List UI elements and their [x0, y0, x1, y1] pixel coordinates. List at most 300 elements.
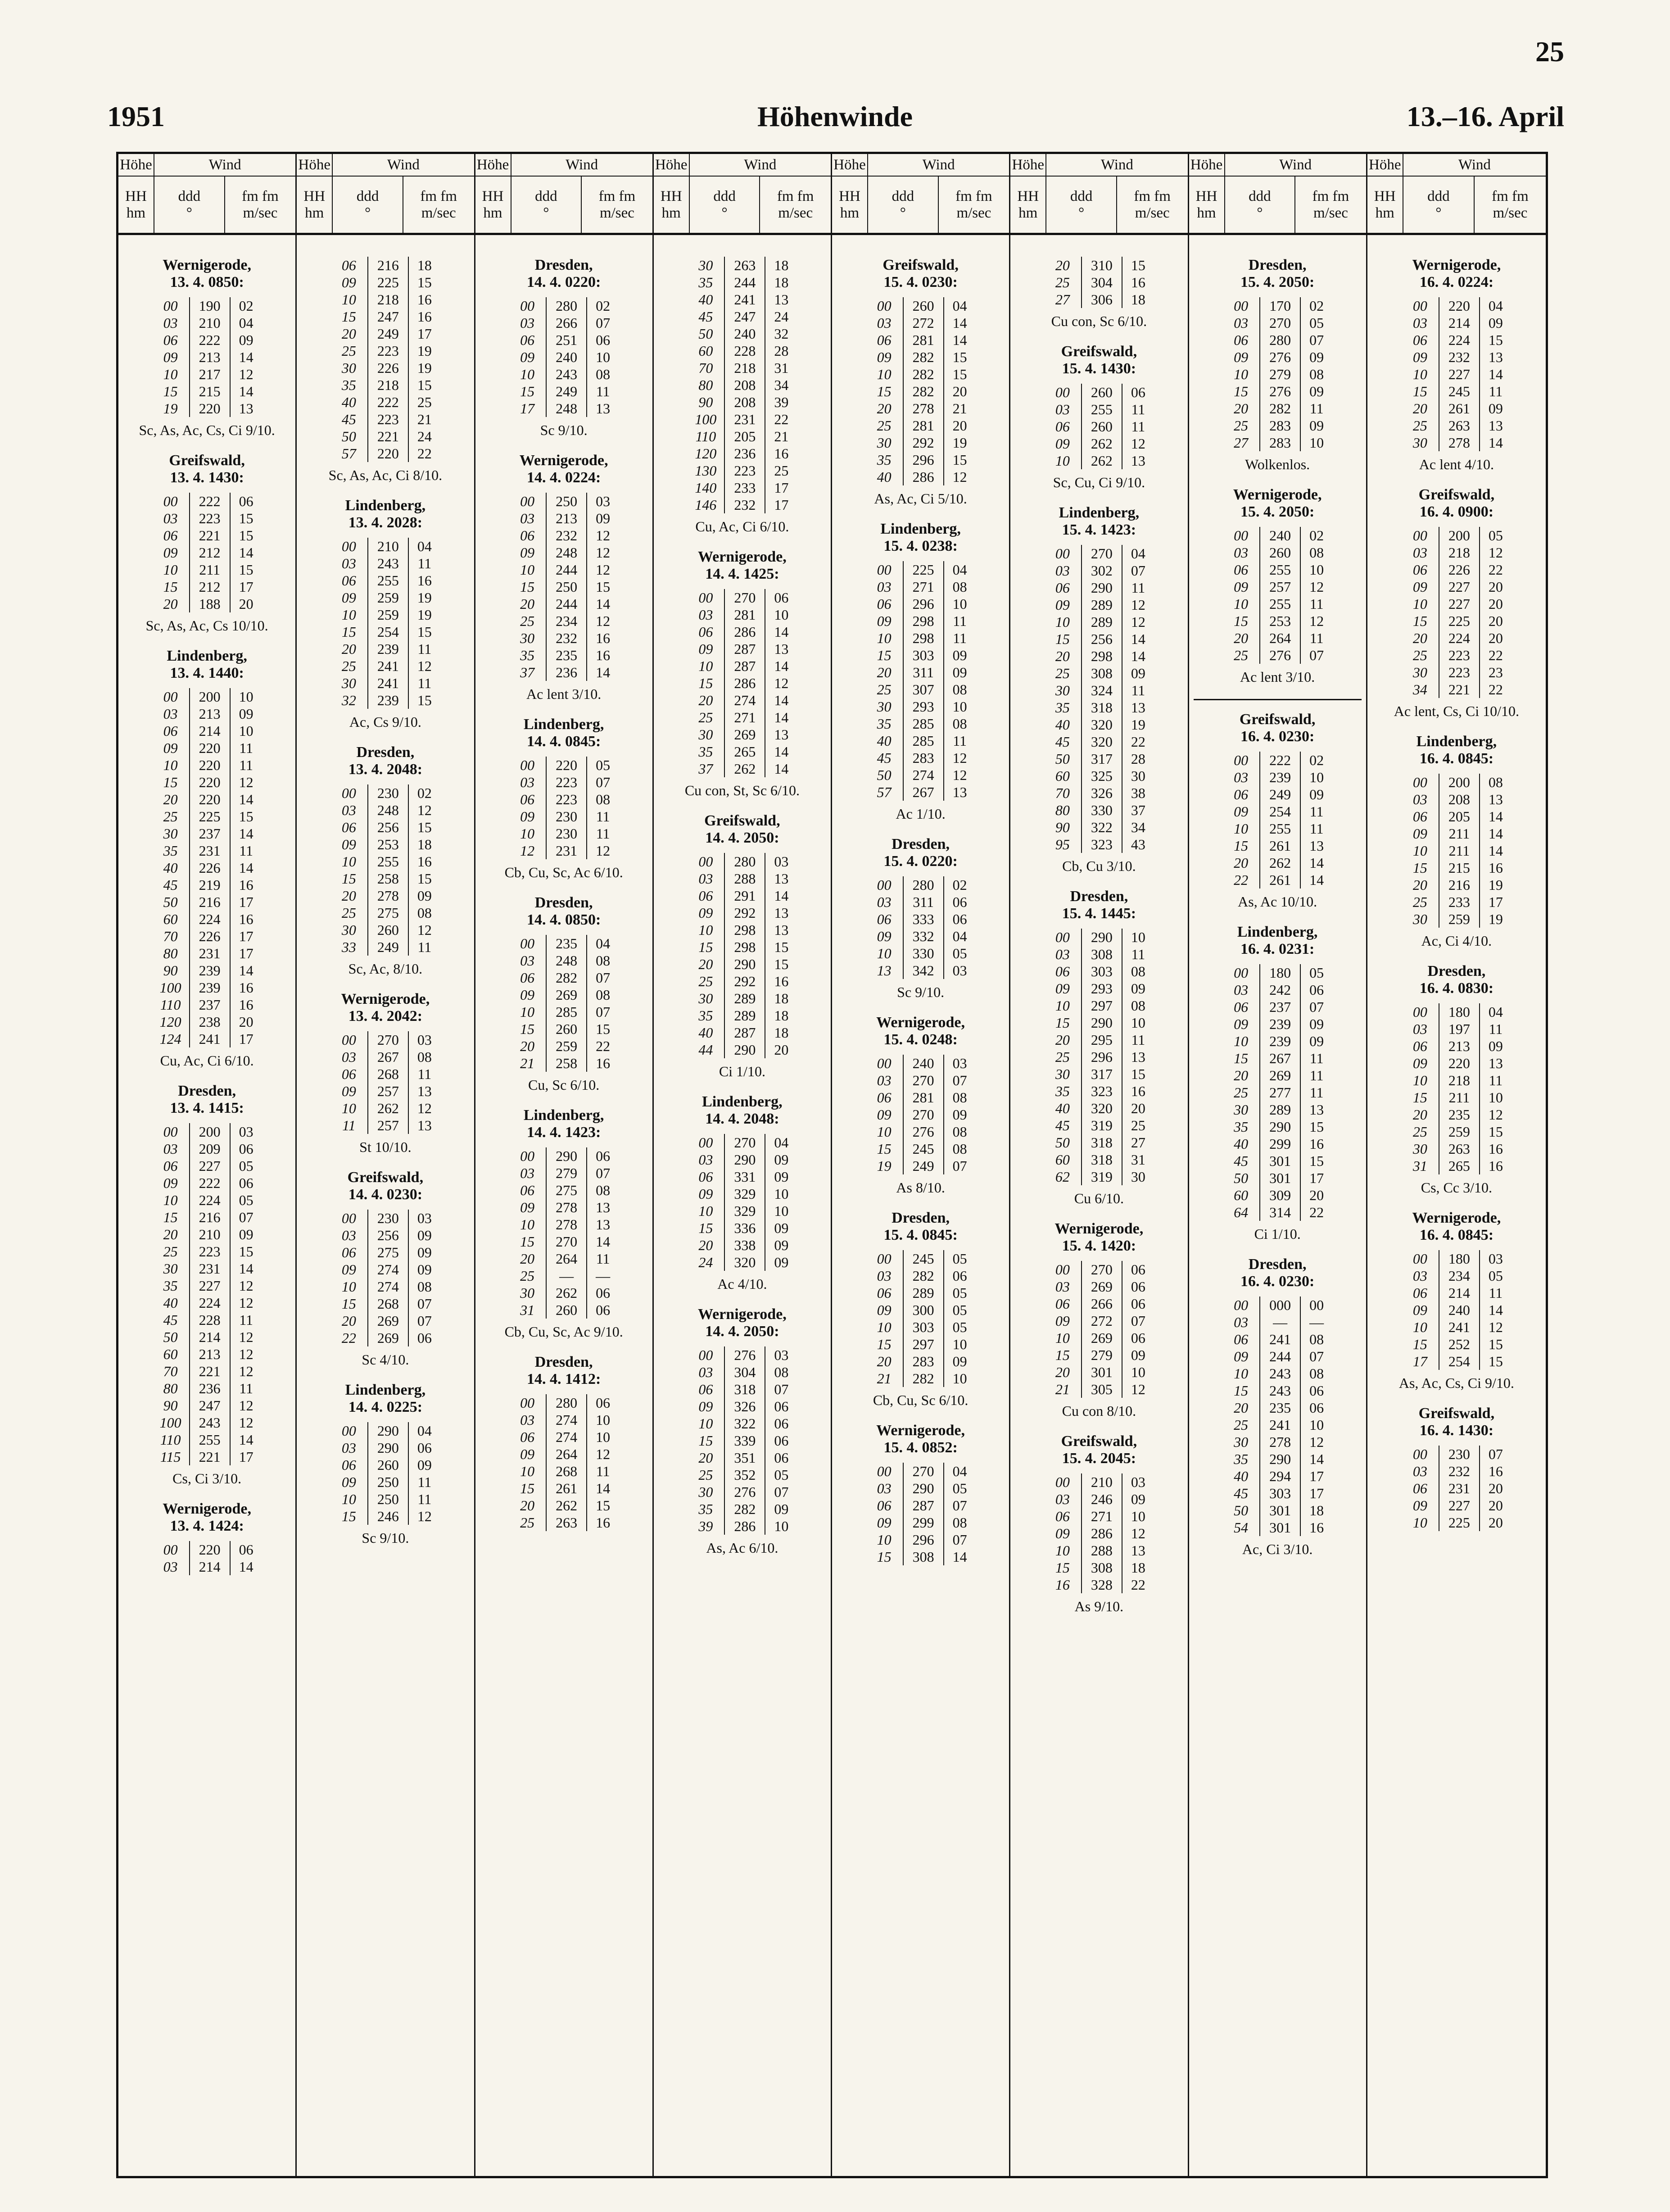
- table-row: [152, 1243, 262, 1260]
- station-block: [123, 257, 291, 439]
- speed-cell: 03: [952, 962, 967, 979]
- table-row: [330, 938, 440, 956]
- height-cell: 10: [877, 366, 892, 382]
- direction-cell: 230: [368, 784, 408, 802]
- table-row: [152, 962, 262, 979]
- speed-cell: 14: [596, 596, 611, 612]
- cloud-note: Cu, Sc 6/10.: [528, 1077, 600, 1093]
- speed-cell: 13: [1488, 349, 1503, 365]
- direction-cell: 290: [724, 1041, 765, 1058]
- station-block: [301, 744, 469, 977]
- hoehe-header: Höhe: [1189, 154, 1225, 177]
- speed-cell: 13: [1488, 1055, 1503, 1071]
- height-cell: 00: [1055, 545, 1070, 562]
- column-header-group: [475, 154, 654, 233]
- table-row: [509, 1055, 619, 1072]
- direction-cell: 220: [190, 757, 230, 774]
- speed-cell: 30: [1131, 768, 1145, 784]
- table-row: [687, 1449, 797, 1466]
- direction-cell: 264: [1260, 630, 1300, 647]
- direction-cell: 319: [1082, 1117, 1122, 1134]
- direction-cell: 252: [1439, 1336, 1480, 1353]
- direction-cell: 245: [903, 1140, 944, 1157]
- speed-cell: 18: [1131, 1559, 1145, 1576]
- station-name: Greifswald,: [1061, 1433, 1137, 1450]
- speed-cell: 06: [239, 1541, 253, 1558]
- speed-cell: 06: [774, 1415, 789, 1432]
- table-row: [509, 561, 619, 578]
- speed-cell: 15: [417, 692, 432, 708]
- station-datetime: 15. 4. 0845:: [883, 1227, 958, 1243]
- speed-cell: 04: [596, 935, 611, 952]
- speed-cell: 16: [1488, 1158, 1503, 1174]
- direction-cell: 256: [368, 819, 408, 836]
- hm-label: hm: [661, 204, 681, 221]
- table-row: [1222, 1519, 1332, 1536]
- height-cell: 00: [341, 1210, 356, 1226]
- table-row: [866, 400, 976, 417]
- station-block: [837, 521, 1005, 822]
- direction-cell: 213: [190, 349, 230, 366]
- fmfm-header: [760, 177, 831, 233]
- speed-cell: 14: [239, 791, 253, 807]
- table-row: [152, 493, 262, 510]
- table-row: [866, 1089, 976, 1106]
- wind-header: Wind: [1403, 154, 1546, 177]
- direction-cell: 332: [903, 928, 944, 945]
- table-row: [330, 802, 440, 819]
- direction-cell: 298: [724, 938, 765, 956]
- station-datetime: 14. 4. 0230:: [348, 1186, 423, 1203]
- height-cell: 16: [1055, 1577, 1070, 1593]
- table-row: [152, 722, 262, 739]
- direction-cell: 223: [368, 411, 408, 428]
- degree-label: °: [900, 204, 906, 221]
- table-row: [866, 876, 976, 893]
- table-row: [687, 1134, 797, 1151]
- direction-cell: 246: [368, 1508, 408, 1525]
- height-cell: 30: [1412, 664, 1427, 680]
- table-row: [866, 1353, 976, 1370]
- direction-cell: 304: [724, 1364, 765, 1381]
- speed-cell: 13: [239, 400, 253, 417]
- height-cell: 25: [520, 1514, 535, 1531]
- hh-label: HH: [839, 188, 860, 205]
- table-row: [1044, 1473, 1154, 1491]
- station-block: [1372, 1210, 1541, 1392]
- direction-cell: 213: [1439, 1038, 1480, 1055]
- speed-cell: 11: [1309, 1084, 1324, 1101]
- speed-cell: 13: [774, 641, 789, 657]
- direction-cell: 236: [546, 664, 587, 681]
- cloud-note: Cb, Cu, Sc, Ac 6/10.: [504, 864, 623, 880]
- speed-cell: 15: [1309, 1153, 1324, 1169]
- table-row: [687, 956, 797, 973]
- direction-cell: 239: [190, 962, 230, 979]
- direction-cell: 279: [1260, 366, 1300, 383]
- height-cell: 50: [1234, 1170, 1249, 1186]
- speed-cell: 11: [1489, 1072, 1503, 1088]
- observation-table: [509, 757, 619, 859]
- table-row: [152, 1541, 262, 1558]
- direction-cell: 255: [368, 853, 408, 870]
- cloud-note: As 9/10.: [1074, 1598, 1124, 1614]
- speed-cell: 08: [952, 1124, 967, 1140]
- direction-cell: 280: [1260, 331, 1300, 349]
- height-cell: 20: [698, 1450, 713, 1466]
- speed-cell: 20: [952, 417, 967, 434]
- speed-cell: 13: [1131, 1049, 1145, 1065]
- height-cell: 15: [520, 1480, 535, 1496]
- speed-cell: 14: [239, 1559, 253, 1575]
- station-block: [301, 257, 469, 484]
- station-block: [658, 1093, 826, 1292]
- height-cell: 15: [1234, 1382, 1249, 1399]
- table-row: [1222, 417, 1332, 434]
- table-row: [330, 904, 440, 921]
- table-row: [330, 1210, 440, 1227]
- direction-cell: 215: [190, 383, 230, 400]
- table-row: [866, 664, 976, 681]
- table-row: [1402, 527, 1512, 544]
- table-row: [330, 870, 440, 887]
- table-row: [152, 1448, 262, 1465]
- observation-table: [1044, 1473, 1154, 1593]
- speed-cell: 08: [417, 905, 432, 921]
- table-row: [152, 1380, 262, 1397]
- table-row: [687, 589, 797, 606]
- station-datetime: 14. 4. 1423:: [526, 1124, 601, 1141]
- table-row: [866, 1548, 976, 1565]
- table-row: [152, 561, 262, 578]
- speed-cell: 06: [1309, 982, 1324, 998]
- speed-cell: 06: [596, 332, 611, 348]
- cloud-note: As, Ac 10/10.: [1238, 893, 1317, 910]
- direction-cell: 228: [190, 1311, 230, 1328]
- direction-cell: 280: [724, 853, 765, 870]
- table-row: [1402, 1055, 1512, 1072]
- table-row: [509, 1233, 619, 1250]
- direction-cell: 258: [368, 870, 408, 887]
- direction-cell: 224: [1439, 331, 1480, 349]
- speed-cell: 05: [596, 757, 611, 773]
- speed-cell: 03: [1131, 1474, 1145, 1490]
- speed-cell: 11: [1309, 1067, 1324, 1083]
- height-cell: 06: [1234, 999, 1249, 1015]
- ddd-label: ddd: [713, 188, 736, 205]
- direction-cell: 290: [1082, 1014, 1122, 1031]
- table-row: [687, 1202, 797, 1219]
- height-cell: 10: [520, 825, 535, 842]
- direction-cell: 274: [724, 692, 765, 709]
- speed-cell: 09: [952, 664, 967, 680]
- direction-cell: 322: [724, 1415, 765, 1432]
- table-row: [866, 1157, 976, 1174]
- table-row: [1044, 699, 1154, 716]
- speed-cell: 27: [1131, 1134, 1145, 1151]
- cloud-note: Ci 1/10.: [1254, 1226, 1301, 1242]
- height-cell: 30: [1412, 1141, 1427, 1157]
- height-cell: 09: [341, 274, 356, 290]
- height-cell: 06: [877, 1285, 892, 1301]
- height-cell: 09: [1412, 579, 1427, 595]
- station-block: [301, 1382, 469, 1546]
- table-row: [687, 257, 797, 274]
- height-cell: 00: [1412, 1004, 1427, 1020]
- height-cell: 15: [1412, 1336, 1427, 1352]
- speed-cell: 07: [1131, 562, 1145, 579]
- table-row: [687, 1219, 797, 1237]
- table-row: [509, 578, 619, 595]
- direction-cell: 278: [903, 400, 944, 417]
- speed-cell: 05: [952, 945, 967, 961]
- speed-cell: 09: [417, 1261, 432, 1278]
- table-row: [509, 1182, 619, 1199]
- speed-cell: 15: [239, 562, 253, 578]
- station-block: [1194, 924, 1362, 1242]
- speed-cell: —: [1309, 1314, 1324, 1330]
- height-cell: 06: [520, 1182, 535, 1198]
- hm-label: hm: [1018, 204, 1038, 221]
- speed-cell: 07: [1488, 1446, 1503, 1462]
- station-name: Greifswald,: [704, 812, 780, 829]
- station-datetime: 14. 4. 0225:: [348, 1399, 423, 1415]
- speed-cell: 00: [1309, 1297, 1324, 1313]
- height-cell: 09: [520, 1446, 535, 1462]
- direction-cell: 208: [724, 394, 765, 411]
- height-cell: 10: [520, 1216, 535, 1233]
- table-row: [1402, 1089, 1512, 1106]
- table-row: [1402, 331, 1512, 349]
- speed-cell: 04: [1488, 1004, 1503, 1020]
- speed-cell: 12: [1309, 579, 1324, 595]
- station-datetime: 13. 4. 1415:: [170, 1100, 244, 1116]
- height-cell: 10: [1055, 614, 1070, 630]
- height-cell: 00: [1412, 527, 1427, 544]
- table-row: [687, 342, 797, 359]
- degree-label: °: [543, 204, 549, 221]
- direction-cell: 298: [724, 921, 765, 938]
- speed-cell: 15: [596, 1021, 611, 1037]
- direction-cell: 303: [1082, 963, 1122, 980]
- height-cell: 15: [163, 579, 178, 595]
- table-row: [1402, 1446, 1512, 1463]
- hm-label: hm: [840, 204, 860, 221]
- table-row: [687, 853, 797, 870]
- speed-cell: 03: [1488, 1251, 1503, 1267]
- direction-cell: 241: [190, 1030, 230, 1047]
- height-cell: 09: [877, 1302, 892, 1318]
- speed-cell: 06: [239, 493, 253, 509]
- direction-cell: 223: [1439, 647, 1480, 664]
- speed-cell: 08: [417, 1278, 432, 1295]
- table-row: [1044, 596, 1154, 613]
- table-row: [509, 1267, 619, 1284]
- table-row: [1402, 1020, 1512, 1038]
- speed-cell: 12: [952, 767, 967, 783]
- height-cell: 30: [520, 1285, 535, 1301]
- speed-cell: 15: [239, 527, 253, 544]
- direction-cell: 270: [724, 589, 765, 606]
- table-row: [866, 1480, 976, 1497]
- table-row: [509, 825, 619, 842]
- table-row: [1044, 1312, 1154, 1329]
- direction-cell: 213: [546, 510, 587, 527]
- speed-cell: 07: [1131, 1313, 1145, 1329]
- height-cell: 54: [1234, 1519, 1249, 1536]
- height-cell: 90: [163, 962, 178, 979]
- direction-cell: 259: [1439, 1123, 1480, 1140]
- speed-cell: 19: [1488, 911, 1503, 927]
- hh-header: [1367, 177, 1403, 233]
- table-row: [1044, 1525, 1154, 1542]
- speed-cell: 04: [417, 538, 432, 554]
- speed-cell: 22: [774, 411, 789, 427]
- height-cell: 06: [1412, 1038, 1427, 1054]
- direction-cell: 170: [1260, 297, 1300, 314]
- table-row: [687, 990, 797, 1007]
- direction-cell: 224: [190, 1294, 230, 1311]
- direction-cell: 220: [190, 400, 230, 417]
- table-row: [1044, 1168, 1154, 1185]
- data-column: [297, 235, 475, 2176]
- height-cell: 24: [698, 1254, 713, 1270]
- observation-table: [866, 1250, 976, 1387]
- speed-cell: 16: [239, 979, 253, 996]
- direction-cell: 283: [1260, 434, 1300, 451]
- direction-cell: 221: [190, 1363, 230, 1380]
- height-cell: 15: [520, 1021, 535, 1037]
- table-row: [330, 819, 440, 836]
- height-cell: 20: [877, 1353, 892, 1369]
- height-cell: 20: [341, 1313, 356, 1329]
- direction-cell: 205: [1439, 808, 1480, 825]
- height-cell: 15: [1234, 1050, 1249, 1066]
- speed-cell: 09: [239, 1226, 253, 1242]
- height-cell: 00: [1055, 1474, 1070, 1490]
- station-name: Dresden,: [1248, 257, 1307, 273]
- direction-cell: 244: [546, 595, 587, 612]
- direction-cell: 243: [190, 1414, 230, 1431]
- table-row: [1044, 1295, 1154, 1312]
- table-row: [866, 434, 976, 451]
- height-cell: 35: [1055, 699, 1070, 716]
- direction-cell: 222: [190, 493, 230, 510]
- direction-cell: 241: [1260, 1331, 1300, 1348]
- speed-cell: 17: [1309, 1468, 1324, 1484]
- ddd-header: [1046, 177, 1117, 233]
- height-cell: 30: [341, 922, 356, 938]
- table-row: [687, 325, 797, 342]
- height-cell: 22: [341, 1330, 356, 1346]
- direction-cell: 241: [1439, 1319, 1480, 1336]
- direction-cell: 216: [190, 1209, 230, 1226]
- direction-cell: 279: [1082, 1346, 1122, 1364]
- station-name: Wernigerode,: [698, 548, 787, 565]
- table-row: [509, 1020, 619, 1038]
- speed-cell: 06: [774, 589, 789, 606]
- speed-cell: 20: [1488, 596, 1503, 612]
- height-cell: 15: [163, 383, 178, 399]
- height-cell: 25: [1234, 1084, 1249, 1101]
- cloud-note: Ac lent 3/10.: [526, 686, 602, 702]
- height-cell: 21: [520, 1055, 535, 1071]
- speed-cell: 11: [417, 1474, 432, 1490]
- speed-cell: 11: [417, 1066, 432, 1082]
- ddd-label: ddd: [1070, 188, 1093, 205]
- table-row: [1222, 871, 1332, 888]
- direction-cell: 290: [903, 1480, 944, 1497]
- speed-cell: 15: [596, 579, 611, 595]
- height-cell: 06: [163, 1158, 178, 1174]
- table-row: [1402, 1106, 1512, 1123]
- table-row: [1222, 854, 1332, 871]
- station-block: [123, 1083, 291, 1487]
- speed-cell: 22: [1488, 562, 1503, 578]
- speed-cell: 06: [596, 1302, 611, 1318]
- height-cell: 03: [1234, 315, 1249, 331]
- table-row: [866, 578, 976, 595]
- station-block: [1194, 699, 1362, 910]
- speed-cell: 12: [1131, 614, 1145, 630]
- wind-header: Wind: [1225, 154, 1366, 177]
- cloud-note: Ac, Ci 3/10.: [1242, 1541, 1313, 1557]
- speed-cell: 10: [239, 723, 253, 739]
- height-cell: 124: [159, 1031, 181, 1047]
- wind-table: [116, 152, 1548, 2178]
- observation-table: [687, 257, 797, 513]
- direction-cell: 317: [1082, 750, 1122, 767]
- table-row: [1402, 1003, 1512, 1020]
- table-row: [1044, 929, 1154, 946]
- direction-cell: 188: [190, 595, 230, 612]
- station-block: [301, 991, 469, 1156]
- speed-cell: 04: [952, 298, 967, 314]
- speed-cell: 20: [239, 596, 253, 612]
- direction-cell: 250: [368, 1473, 408, 1491]
- station-datetime: 14. 4. 2048:: [705, 1111, 779, 1127]
- height-cell: 40: [698, 1024, 713, 1041]
- direction-cell: 266: [546, 314, 587, 331]
- table-row: [866, 383, 976, 400]
- direction-cell: 249: [368, 325, 408, 342]
- direction-cell: 247: [190, 1397, 230, 1414]
- height-cell: 40: [1055, 716, 1070, 733]
- direction-cell: 277: [1260, 1084, 1300, 1101]
- speed-cell: 11: [1131, 418, 1145, 435]
- height-cell: 06: [1234, 562, 1249, 578]
- degree-label: °: [364, 204, 371, 221]
- height-cell: 09: [877, 613, 892, 629]
- table-row: [1044, 733, 1154, 750]
- height-cell: 40: [698, 291, 713, 308]
- speed-cell: 08: [417, 1049, 432, 1065]
- height-cell: 03: [520, 774, 535, 790]
- table-row: [1044, 784, 1154, 802]
- table-row: [866, 1250, 976, 1267]
- table-row: [866, 1370, 976, 1387]
- direction-cell: 225: [190, 808, 230, 825]
- direction-cell: 260: [1082, 418, 1122, 435]
- speed-cell: 06: [952, 911, 967, 927]
- height-cell: 03: [877, 579, 892, 595]
- direction-cell: 296: [903, 1531, 944, 1548]
- table-row: [330, 291, 440, 308]
- speed-cell: 22: [1488, 681, 1503, 698]
- table-row: [330, 359, 440, 376]
- hoehe-header: Höhe: [1010, 154, 1046, 177]
- direction-cell: 287: [724, 657, 765, 675]
